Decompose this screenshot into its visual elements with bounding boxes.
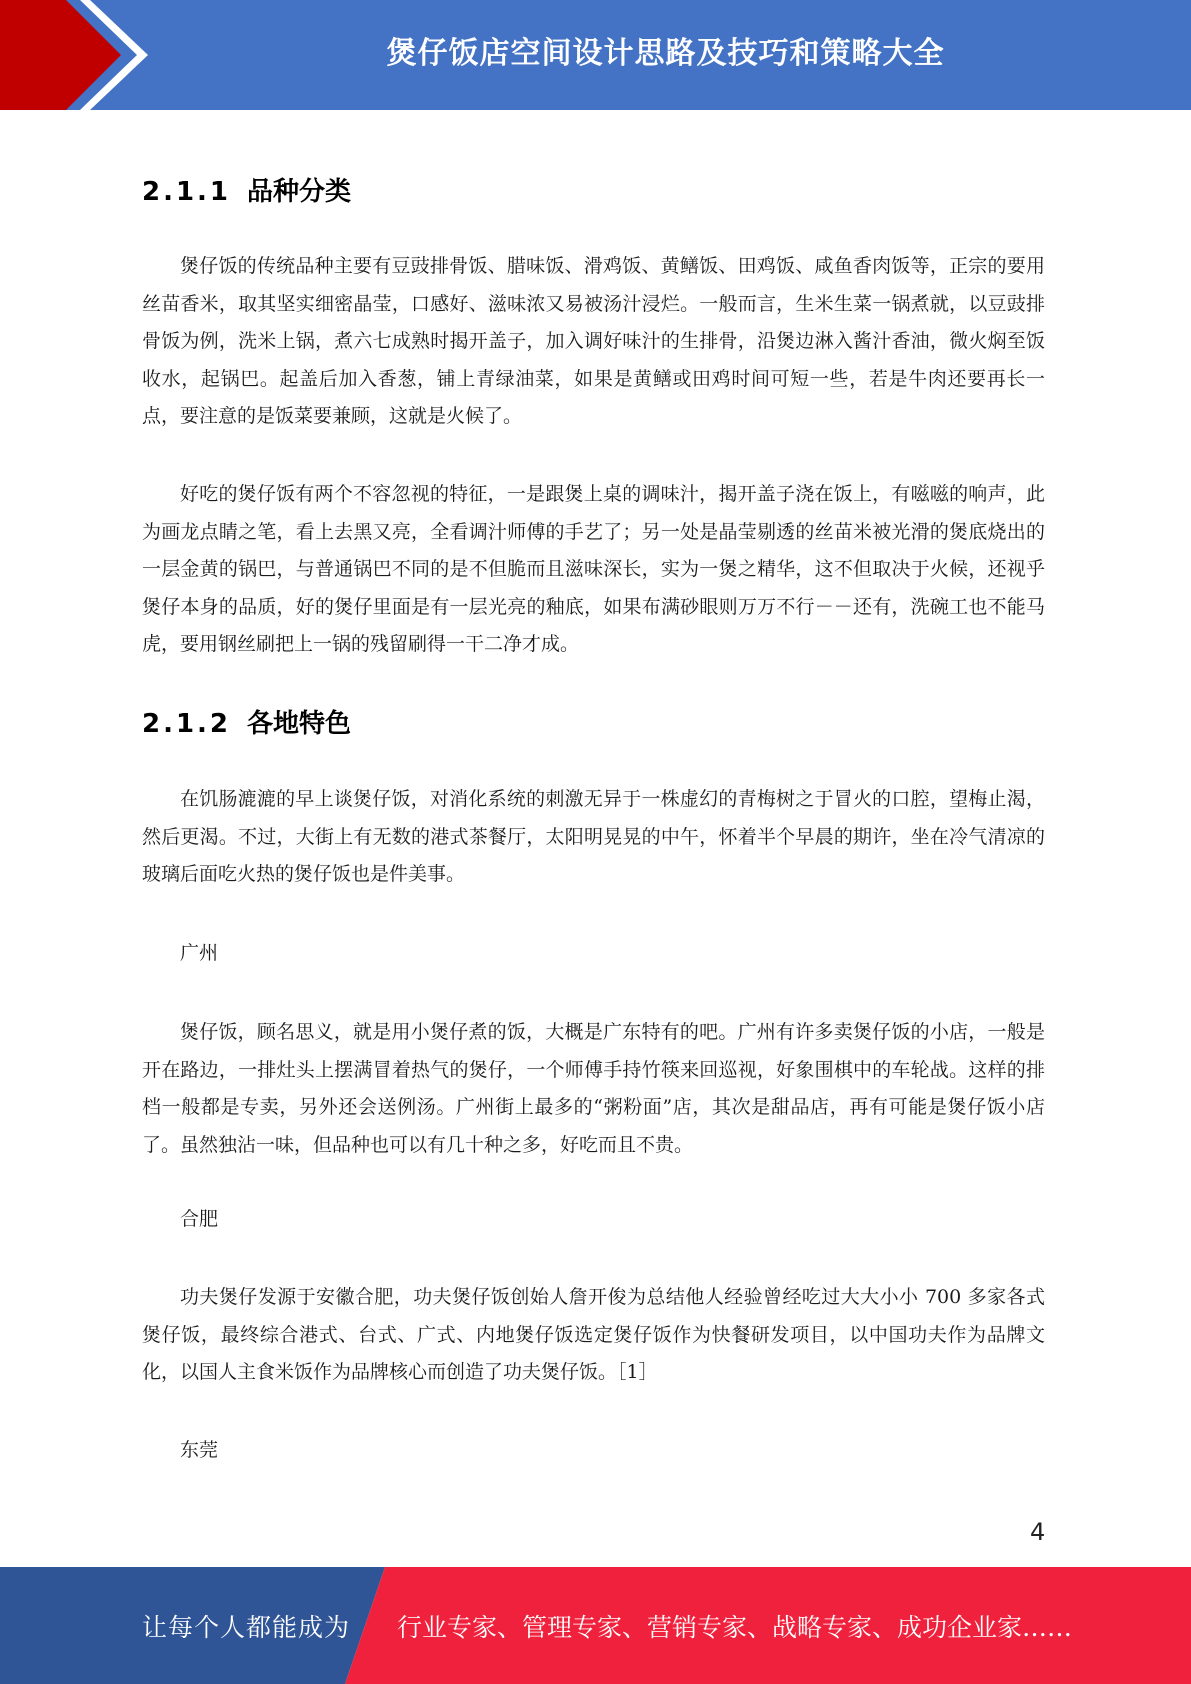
page-header: [0, 0, 1191, 110]
paragraph: 在饥肠漉漉的早上谈煲仔饭，对消化系统的刺激无异于一株虚幻的青梅树之于冒火的口腔，望梅止渴，然后更渴。不过，大街上有无数的港式茶餐厅，太阳明晃晃的中午，怀着半个早晨的期许，坐在冷气清凉的玻璃后面吃火热的煲仔饭也是件美事。: [142, 788, 1045, 885]
page-footer: [0, 1567, 1191, 1684]
section-number: 2.1.1: [142, 177, 232, 207]
footer-slogan-left: 让每个人都能成为: [142, 1612, 351, 1642]
paragraph: 煲仔饭的传统品种主要有豆豉排骨饭、腊味饭、滑鸡饭、黄鳝饭、田鸡饭、咸鱼香肉饭等，正宗的要用丝苗香米，取其坚实细密晶莹，口感好、滋味浓又易被汤汁浸烂。一般而言，生米生菜一锅煮就，以豆豉排骨饭为例，洗米上锅，煮六七成熟时揭开盖子，加入调好味汁的生排骨，沿煲边淋入酱汁香油，微火焖至饭收水，起锅巴。起盖后加入香葱，铺上青绿油菜，如果是黄鳝或田鸡时间可短一些，若是牛肉还要再长一点，要注意的是饭菜要兼顾，这就是火候了。: [142, 255, 1045, 427]
section-heading-2-1-2: [142, 703, 351, 740]
footer-slogan-right: 行业专家、管理专家、营销专家、战略专家、成功企业家……: [397, 1612, 1073, 1642]
section-heading-2-1-1: [142, 171, 351, 208]
paragraph: 煲仔饭，顾名思义，就是用小煲仔煮的饭，大概是广东特有的吧。广州有许多卖煲仔饭的小店，一般是开在路边，一排灶头上摆满冒着热气的煲仔，一个师傅手持竹筷来回巡视，好象围棋中的车轮战。这样的排档一般都是专卖，另外还会送例汤。广州街上最多的“粥粉面”店，其次是甜品店，再有可能是煲仔饭小店了。虽然独沾一味，但品种也可以有几十种之多，好吃而且不贵。: [142, 1021, 1045, 1156]
subheading-guangzhou: 广州: [180, 942, 219, 964]
header-title: 煲仔饭店空间设计思路及技巧和策略大全: [386, 36, 945, 71]
section-title: 品种分类: [247, 177, 352, 207]
section-title: 各地特色: [247, 709, 352, 739]
page-number: 4: [1030, 1518, 1046, 1546]
paragraph: 好吃的煲仔饭有两个不容忽视的特征，一是跟煲上桌的调味汁，揭开盖子浇在饭上，有嗞嗞的响声，此为画龙点睛之笔，看上去黑又亮，全看调汁师傅的手艺了；另一处是晶莹剔透的丝苗米被光滑的煲底烧出的一层金黄的锅巴，与普通锅巴不同的是不但脆而且滋味深长，实为一煲之精华，这不但取决于火候，还视乎煲仔本身的品质，好的煲仔里面是有一层光亮的釉底，如果布满砂眼则万万不行－－还有，洗碗工也不能马虎，要用钢丝刷把上一锅的残留刷得一干二净才成。: [142, 483, 1045, 655]
section-number: 2.1.2: [142, 709, 232, 739]
subheading-dongguan: 东莞: [180, 1439, 219, 1461]
paragraph: 功夫煲仔发源于安徽合肥，功夫煲仔饭创始人詹开俊为总结他人经验曾经吃过大大小小 700 多家各式煲仔饭，最终综合港式、台式、广式、内地煲仔饭选定煲仔饭作为快餐研发项目，以中国功夫作为品牌文化，以国人主食米饭作为品牌核心而创造了功夫煲仔饭。［1］: [142, 1286, 1045, 1383]
header-arrow-decoration: [0, 0, 170, 110]
subheading-hefei: 合肥: [180, 1208, 219, 1230]
